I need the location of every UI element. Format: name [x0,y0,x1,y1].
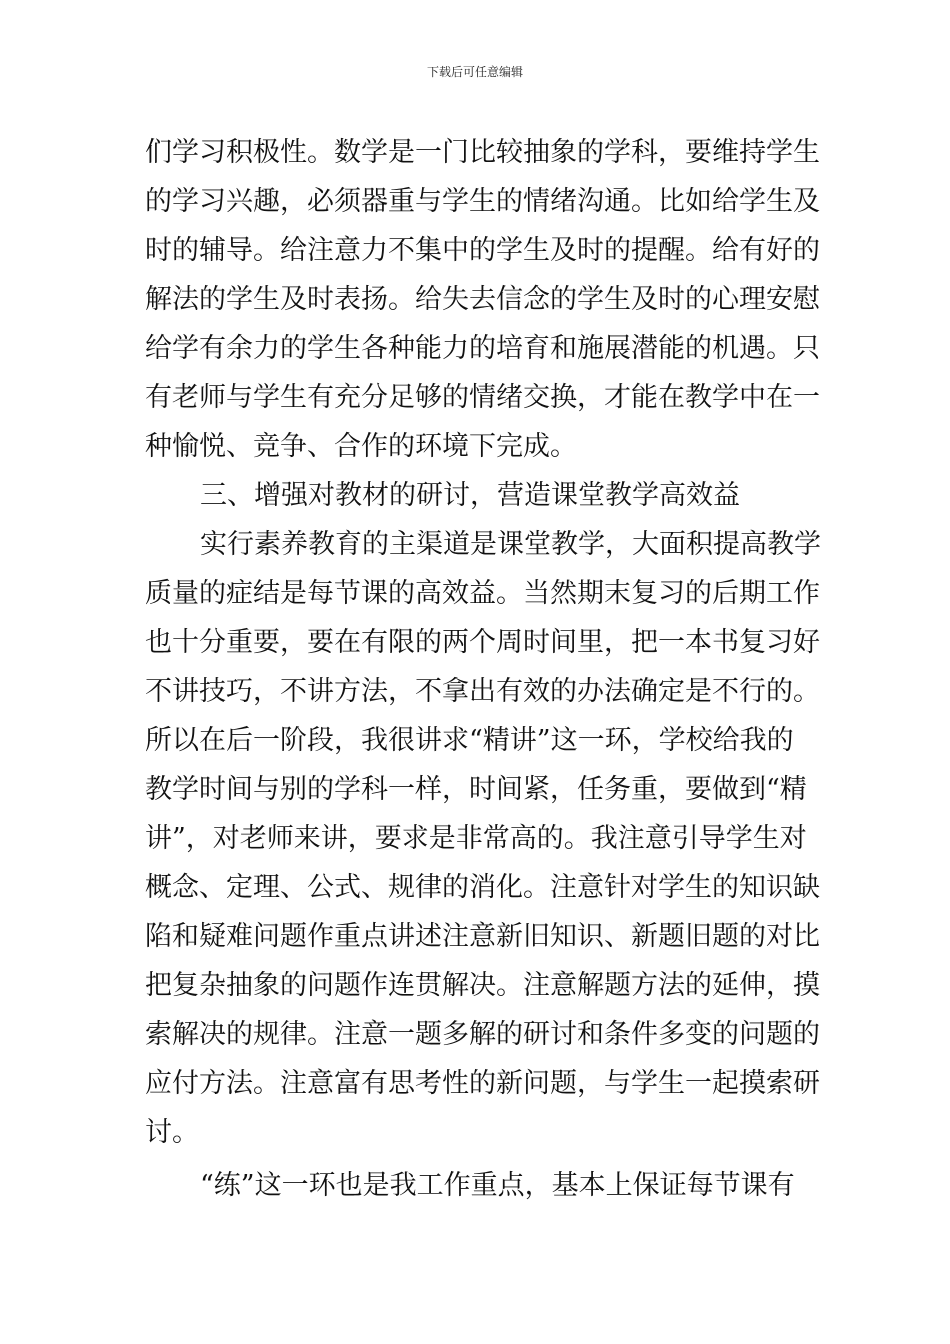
text-line: 实行素养教育的主渠道是课堂教学，大面积提高教学 [200,529,821,560]
text-line: 陷和疑难问题作重点讲述注意新旧知识、新题旧题的对比 [145,921,820,952]
text-line: 教学时间与别的学科一样，时间紧，任务重，要做到“精 [145,774,807,805]
text-line: 不讲技巧，不讲方法，不拿出有效的办法确定是不行的。 [145,676,820,707]
text-line: 讲”，对老师来讲，要求是非常高的。我注意引导学生对 [145,823,807,854]
text-line: 解法的学生及时表扬。给失去信念的学生及时的心理安慰 [145,284,820,315]
text-line: 时的辅导。给注意力不集中的学生及时的提醒。给有好的 [145,235,820,266]
text-line: 们学习积极性。数学是一门比较抽象的学科，要维持学生 [145,137,820,168]
text-line: 种愉悦、竞争、合作的环境下完成。 [145,431,577,462]
text-line: 概念、定理、公式、规律的消化。注意针对学生的知识缺 [145,872,820,903]
document-body [145,128,821,1210]
section-heading: 三、增强对教材的研讨，营造课堂教学高效益 [200,480,740,511]
text-line: 把复杂抽象的问题作连贯解决。注意解题方法的延伸，摸 [145,970,820,1001]
text-line: 质量的症结是每节课的高效益。当然期末复习的后期工作 [145,578,820,609]
text-line: “练”这一环也是我工作重点，基本上保证每节课有 [200,1170,795,1201]
text-line: 讨。 [145,1117,199,1148]
text-line: 索解决的规律。注意一题多解的研讨和条件多变的问题的 [145,1019,820,1050]
text-line: 也十分重要，要在有限的两个周时间里，把一本书复习好 [145,627,820,658]
text-line: 有老师与学生有充分足够的情绪交换，才能在教学中在一 [145,382,820,413]
text-line: 的学习兴趣，必须器重与学生的情绪沟通。比如给学生及 [145,186,820,217]
text-line: 应付方法。注意富有思考性的新问题，与学生一起摸索研 [145,1068,820,1099]
page-header: 下载后可任意编辑 [426,65,523,79]
text-line: 给学有余力的学生各种能力的培育和施展潜能的机遇。只 [145,333,820,364]
text-line: 所以在后一阶段，我很讲求“精讲”这一环，学校给我的 [145,725,794,756]
